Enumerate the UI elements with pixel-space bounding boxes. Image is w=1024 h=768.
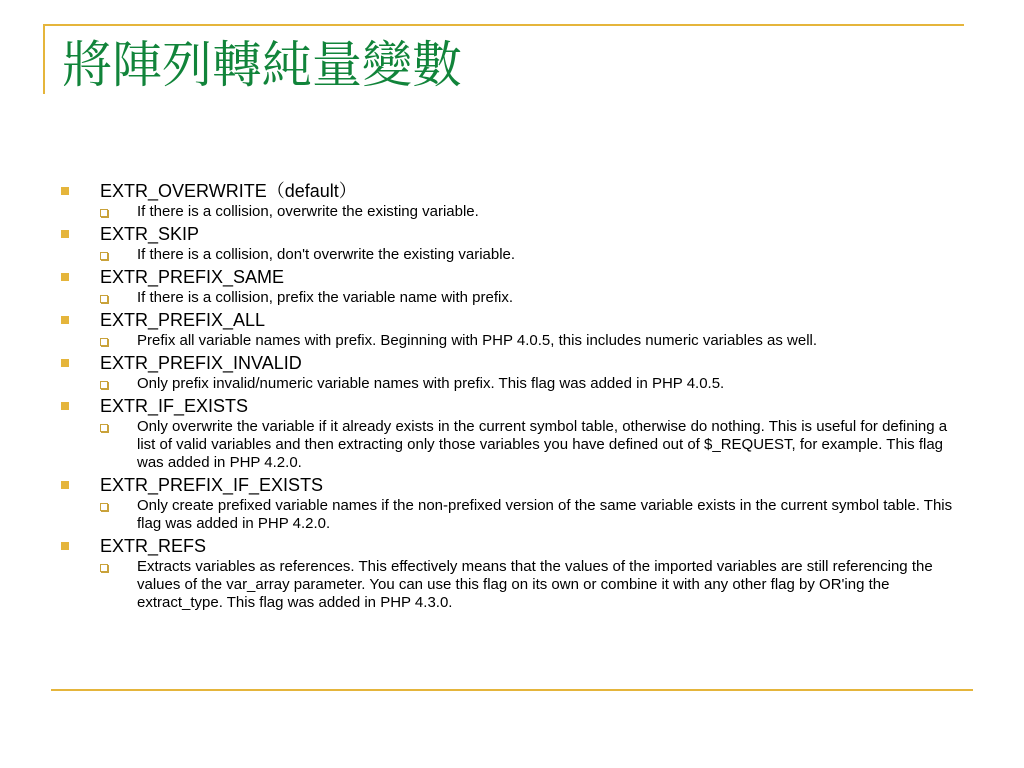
square-bullet-icon — [61, 402, 69, 410]
square-bullet-icon — [61, 542, 69, 550]
square-bullet-icon — [61, 359, 69, 367]
hollow-square-bullet-icon — [100, 564, 108, 572]
flag-label: EXTR_PREFIX_SAME — [100, 267, 285, 287]
flag-label: EXTR_PREFIX_IF_EXISTS — [100, 475, 324, 495]
flag-description-row — [60, 246, 965, 264]
hollow-square-bullet-icon — [100, 295, 108, 303]
flag-description-row — [60, 418, 965, 472]
flag-list — [60, 179, 965, 613]
hollow-square-bullet-icon — [100, 424, 108, 432]
flag-row — [60, 534, 965, 558]
slide-title: 將陣列轉純量變數 — [62, 36, 462, 94]
square-bullet-icon — [61, 481, 69, 489]
hollow-square-bullet-icon — [100, 381, 108, 389]
flag-label: EXTR_PREFIX_INVALID — [100, 353, 302, 373]
flag-label: EXTR_IF_EXISTS — [100, 396, 249, 416]
flag-label: EXTR_REFS — [100, 536, 207, 556]
flag-label: EXTR_PREFIX_ALL — [100, 310, 266, 330]
flag-row — [60, 351, 965, 375]
flag-item-extr-skip — [60, 222, 965, 264]
flag-row — [60, 265, 965, 289]
flag-item-extr-overwrite — [60, 179, 965, 221]
flag-item-extr-prefix-if-exists — [60, 473, 965, 533]
flag-row — [60, 473, 965, 497]
hollow-square-bullet-icon — [100, 252, 108, 260]
hollow-square-bullet-icon — [100, 209, 108, 217]
flag-description-row — [60, 203, 965, 221]
flag-row — [60, 394, 965, 418]
flag-description: Only prefix invalid/numeric variable names with prefix. This flag was added in PHP 4.0.5. — [137, 375, 725, 392]
square-bullet-icon — [61, 230, 69, 238]
frame-bottom-line — [51, 689, 973, 691]
flag-description: Only overwrite the variable if it already exists in the current symbol table, otherwise do nothing. This is useful for defining a list of valid variables and then extracting only those variables you have defined out of $_REQUEST, for example. This flag was added in PHP 4.2.0. — [137, 418, 948, 471]
flag-description-row — [60, 375, 965, 393]
square-bullet-icon — [61, 316, 69, 324]
hollow-square-bullet-icon — [100, 338, 108, 346]
flag-description-row — [60, 289, 965, 307]
hollow-square-bullet-icon — [100, 503, 108, 511]
flag-description: Prefix all variable names with prefix. Beginning with PHP 4.0.5, this includes numeric variables as well. — [137, 332, 818, 349]
square-bullet-icon — [61, 187, 69, 195]
flag-description-row — [60, 497, 965, 533]
flag-description-row — [60, 332, 965, 350]
flag-description: Only create prefixed variable names if the non-prefixed version of the same variable exists in the current symbol table. This flag was added in PHP 4.2.0. — [137, 497, 953, 532]
flag-label: EXTR_SKIP — [100, 224, 200, 244]
frame-left-line — [43, 24, 45, 94]
flag-description: If there is a collision, don't overwrite the existing variable. — [137, 246, 516, 263]
flag-description: If there is a collision, overwrite the existing variable. — [137, 203, 479, 220]
flag-item-extr-if-exists — [60, 394, 965, 472]
flag-row — [60, 308, 965, 332]
flag-row — [60, 179, 965, 203]
flag-label: EXTR_OVERWRITE（default） — [100, 181, 357, 201]
flag-item-extr-refs — [60, 534, 965, 612]
flag-description: If there is a collision, prefix the variable name with prefix. — [137, 289, 514, 306]
frame-top-line — [43, 24, 964, 26]
flag-description-row — [60, 558, 965, 612]
flag-description: Extracts variables as references. This effectively means that the values of the imported variables are still referencing the values of the var_array parameter. You can use this flag on its own or combine it with any other flag by OR'ing the extract_type. This flag was added in PHP 4.3.0. — [137, 558, 933, 611]
flag-row — [60, 222, 965, 246]
flag-item-extr-prefix-same — [60, 265, 965, 307]
flag-item-extr-prefix-invalid — [60, 351, 965, 393]
flag-item-extr-prefix-all — [60, 308, 965, 350]
square-bullet-icon — [61, 273, 69, 281]
